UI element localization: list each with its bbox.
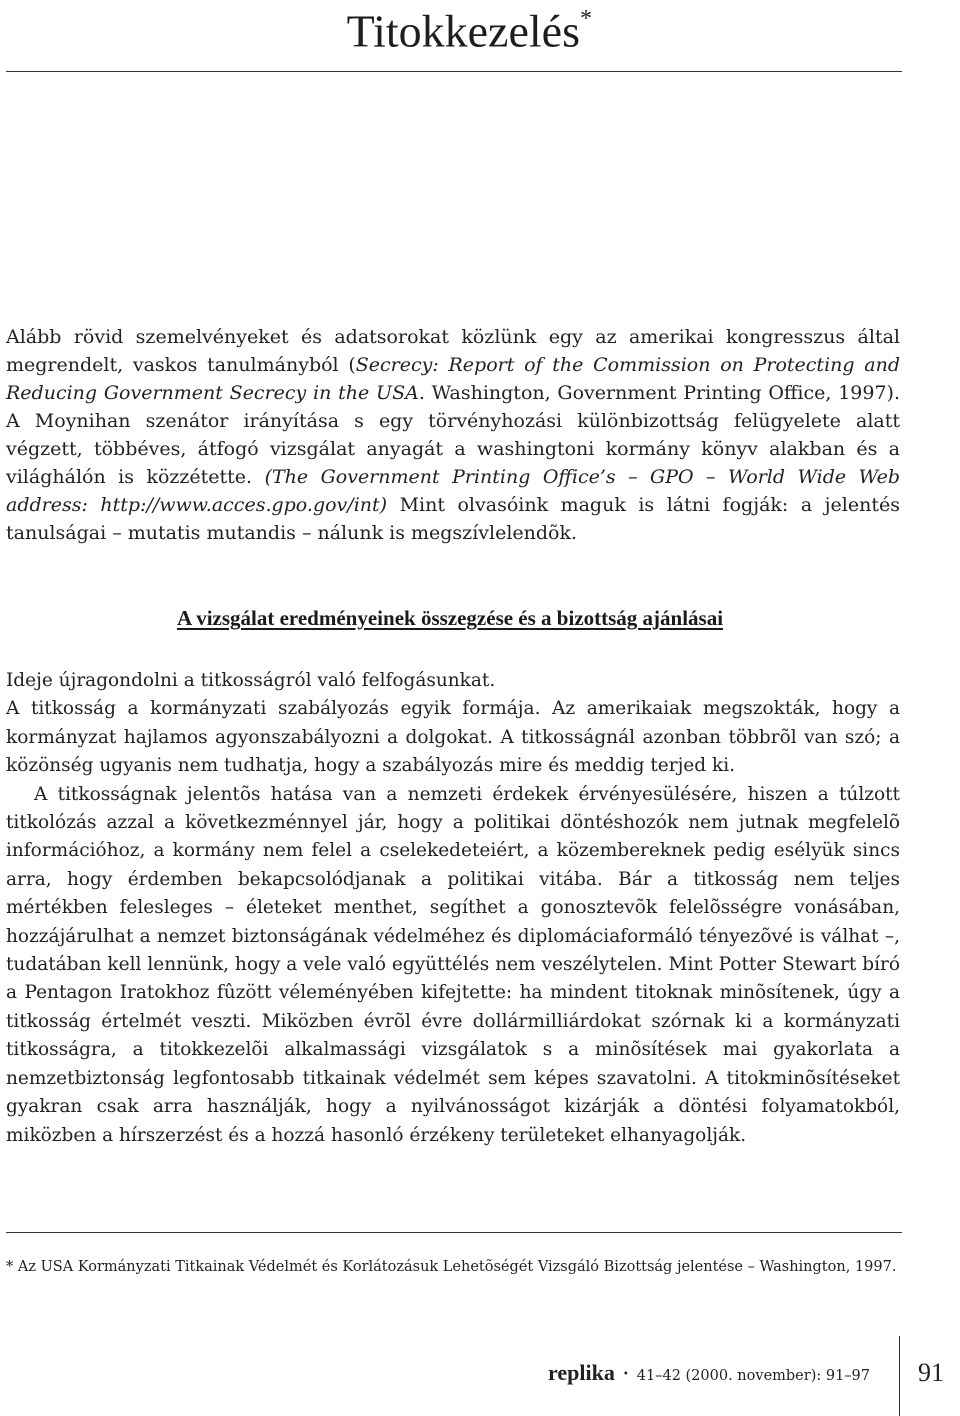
page-number: 91: [918, 1358, 944, 1387]
intro-text-2: . Washington, Government Printing Office, 1997). A Moynihan szenátor irányítása s egy törvényhozási különbizottság felügyelete alatt végzett, többéves, átfogó vizsgálat anyagát a washingtoni kormány könyv alakban és a világhálón is közzétette.: [6, 382, 901, 488]
page-title: [346, 0, 592, 57]
intro-source-title: Secrecy: Report of the Commission on Protecting and Reducing Government Secrecy in the USA: [6, 354, 900, 404]
body-paragraph-2: A titkosság a kormányzati szabályozás egyik formája. Az amerikaiak megszokták, hogy a kormányzat hajlamos agyonszabályozni a dolgokat. A titkosságnál azonban többrõl van szó; a közönség ugyanis nem tudhatja, hogy a szabályozás mire és meddig terjed ki.: [6, 698, 900, 777]
body-text: [6, 667, 900, 1150]
bullet-separator: •: [622, 1369, 629, 1380]
journal-name: replika: [548, 1360, 615, 1385]
intro-text-1: Alább rövid szemelvényeket és adatsorokat közlünk egy az amerikai kongresszus által megrendelt, vaskos tanulmányból (: [6, 326, 900, 376]
footer-vertical-rule: [899, 1336, 900, 1416]
intro-web-address: (The Government Printing Office’s – GPO – World Wide Web address: http://www.acces.gpo.gov/int): [6, 466, 901, 516]
footnote: * Az USA Kormányzati Titkainak Védelmét és Korlátozásuk Lehetõségét Vizsgáló Bizottság jelentése – Washington, 1997.: [6, 1259, 897, 1275]
section-heading: A vizsgálat eredményeinek összegzése és a bizottság ajánlásai: [176, 606, 724, 630]
title-footnote-marker: *: [580, 6, 592, 32]
page-footer: [548, 1362, 870, 1389]
body-paragraph-1: Ideje újragondolni a titkosságról való felfogásunkat.: [6, 670, 496, 691]
footnote-divider: [6, 1232, 902, 1233]
top-divider: [6, 71, 902, 72]
body-paragraph-3: A titkosságnak jelentõs hatása van a nemzeti érdekek érvényesülésére, hiszen a túlzott titkolózás azzal a következménnyel jár, hogy a politikai döntéshozók nem jutnak megfelelõ információhoz, a kormány nem felel a cselekedeteiért, a közembereknek pedig esélyük sincs arra, hogy érdemben bekapcsolódjanak a politikai vitába. Bár a titkosság nem teljes mértékben felesleges – életeket menthet, segíthet a gonosztevõk felelõsségre vonásában, hozzájárulhat a nemzet biztonságának védelméhez és diplomáciaformáló tényezõvé is válhat –, tudatában kell lennünk, hogy a vele való együttélés nem veszélytelen. Mint Potter Stewart bíró a Pentagon Iratokhoz fûzött véleményében kifejtette: ha mindent titoknak minõsítenek, úgy a titkosság értelmét veszti. Miközben évrõl évre dollármilliárdokat szórnak ki a kormányzati titkosságra, a titokkezelõi alkalmassági vizsgálatok s a minõsítések mai gyakorlata a nemzetbiztonság legfontosabb titkainak védelmét sem képes szavatolni. A titokminõsítéseket gyakran csak arra használják, hogy a nyilvánosságot kizárják a döntési folyamatokból, miközben a hírszerzést és a hozzá hasonló érzékeny területeket elhanyagolják.: [6, 783, 900, 1146]
intro-text-3: Mint olvasóink maguk is látni fogják: a jelentés tanulságai – mutatis mutandis – nálunk is megszívlelendõk.: [6, 494, 900, 544]
title-text: Titokkezelés: [346, 5, 580, 57]
citation: 41–42 (2000. november): 91–97: [636, 1368, 870, 1384]
intro-paragraph: [6, 323, 900, 547]
